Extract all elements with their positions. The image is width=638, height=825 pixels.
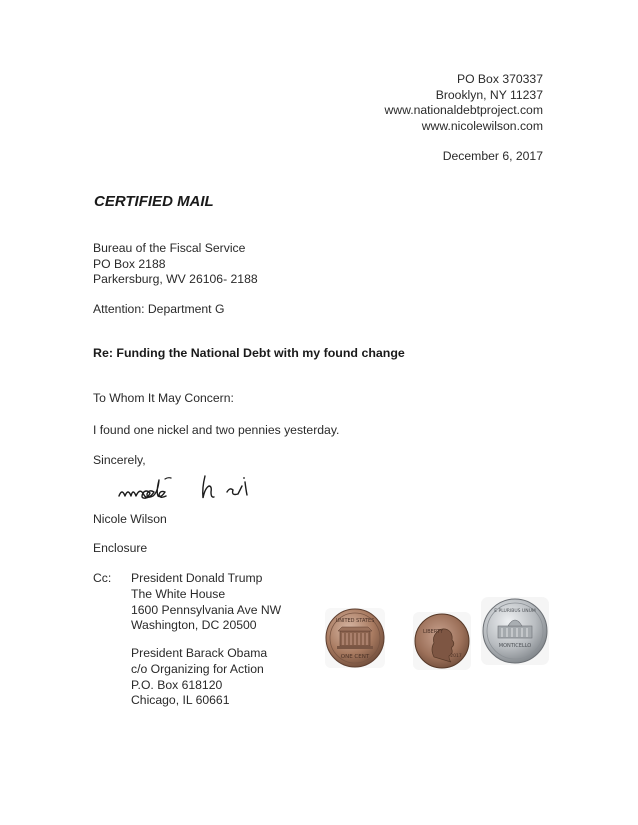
subject-line: Re: Funding the National Debt with my found change: [93, 346, 405, 360]
cc-recipient-line: President Barack Obama: [131, 646, 268, 660]
cc-recipient-line: Washington, DC 20500: [131, 618, 257, 633]
sender-address-line: PO Box 370337: [456, 72, 543, 86]
svg-text:2017: 2017: [450, 654, 462, 659]
svg-text:E PLURIBUS UNUM: E PLURIBUS UNUM: [494, 609, 536, 614]
letter-body: I found one nickel and two pennies yesterday.: [93, 423, 340, 437]
svg-text:LIBERTY: LIBERTY: [422, 629, 444, 635]
cc-recipient-line: P.O. Box 618120: [131, 677, 223, 692]
recipient-address-line: Parkersburg, WV 26106- 2188: [93, 272, 258, 287]
recipient-address: [93, 241, 258, 288]
enclosure-note: Enclosure: [93, 541, 148, 555]
cc-recipient-line: 1600 Pennsylvania Ave NW: [131, 602, 282, 617]
cc-recipient-line: The White House: [131, 586, 226, 601]
certified-mail-heading: CERTIFIED MAIL: [94, 193, 214, 210]
cc-recipient: [131, 646, 267, 709]
sender-address: [384, 72, 543, 134]
recipient-address-line: Bureau of the Fiscal Service: [93, 241, 246, 255]
cc-recipient-line: President Donald Trump: [131, 571, 263, 585]
sender-address-line: Brooklyn, NY 11237: [435, 87, 543, 102]
handwritten-signature: [115, 472, 265, 506]
signer-name: Nicole Wilson: [93, 512, 167, 526]
attention-line: Attention: Department G: [93, 302, 225, 316]
sender-website-link[interactable]: www.nicolewilson.com: [421, 118, 543, 133]
penny-memorial-image: [323, 606, 387, 670]
greeting: To Whom It May Concern:: [93, 391, 234, 405]
cc-recipient-line: c/o Organizing for Action: [131, 661, 264, 676]
letter-date: December 6, 2017: [442, 149, 543, 163]
sender-website-link[interactable]: www.nationaldebtproject.com: [384, 103, 543, 117]
cc-recipient: [131, 571, 281, 634]
cc-label: Cc:: [93, 571, 112, 585]
svg-text:MONTICELLO: MONTICELLO: [498, 643, 532, 649]
svg-text:UNITED STATES: UNITED STATES: [335, 618, 375, 624]
cc-recipient-line: Chicago, IL 60661: [131, 693, 230, 708]
closing: Sincerely,: [93, 453, 146, 467]
nickel-image: [480, 596, 550, 666]
recipient-address-line: PO Box 2188: [93, 256, 166, 271]
svg-text:ONE CENT: ONE CENT: [340, 654, 370, 660]
penny-portrait-image: [412, 611, 472, 671]
